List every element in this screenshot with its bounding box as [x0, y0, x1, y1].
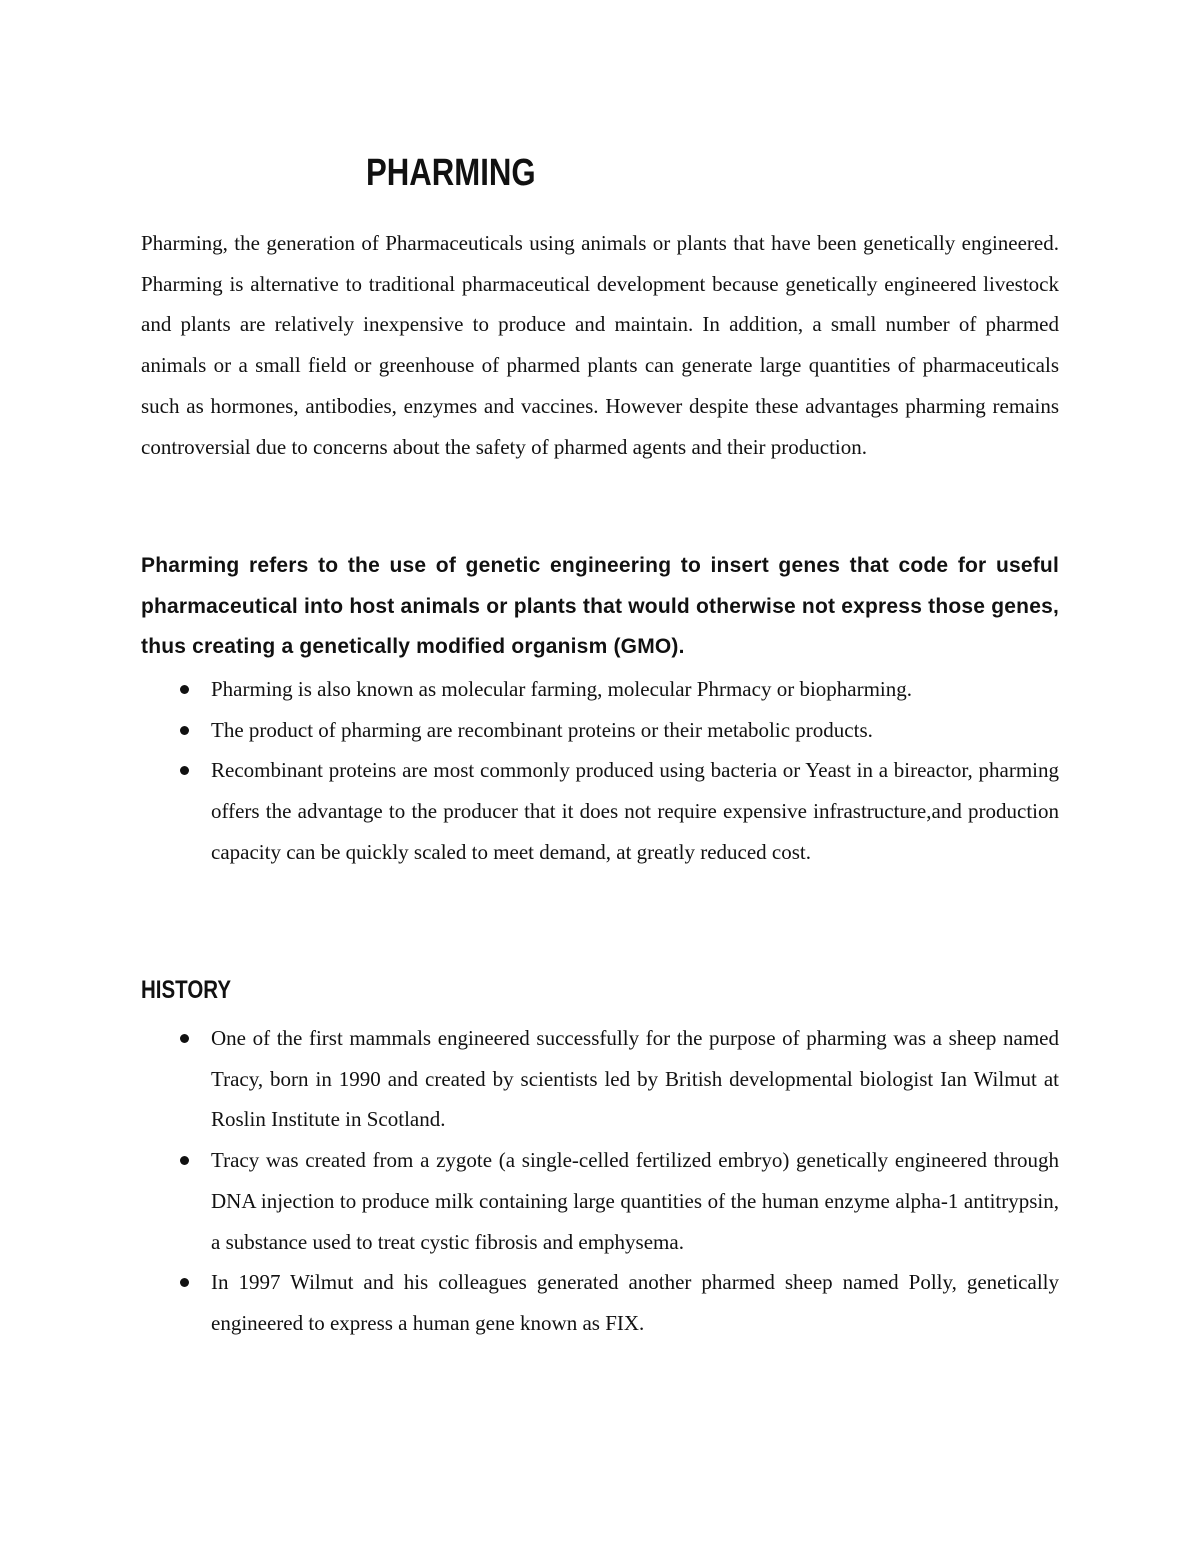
list-item-text: One of the first mammals engineered successfully for the purpose of pharming was a sheep named Tracy, born in 1990 and created by scientists led by British developmental biologist Ian Wilmut at Roslin Institute in Scotland.: [211, 1026, 1059, 1132]
list-item-text: The product of pharming are recombinant proteins or their metabolic products.: [211, 717, 873, 742]
bullet-dot-icon: [180, 766, 189, 775]
history-heading: HISTORY: [141, 976, 231, 1004]
list-item: [141, 710, 1059, 751]
list-item-text: Tracy was created from a zygote (a single-celled fertilized embryo) genetically engineered through DNA injection to produce milk containing large quantities of the human enzyme alpha-1 antitrypsin, a substance used to treat cystic fibrosis and emphysema.: [211, 1148, 1059, 1254]
bullet-dot-icon: [180, 1278, 189, 1287]
bullet-dot-icon: [180, 1156, 189, 1165]
bullet-dot-icon: [180, 685, 189, 694]
list-item: [141, 1140, 1059, 1262]
page-title: PHARMING: [366, 152, 536, 194]
list-item-text: In 1997 Wilmut and his colleagues generated another pharmed sheep named Polly, genetically engineered to express a human gene known as FIX.: [211, 1270, 1059, 1335]
bullet-dot-icon: [180, 1034, 189, 1043]
list-item: [141, 669, 1059, 710]
definition-paragraph: Pharming refers to the use of genetic engineering to insert genes that code for useful pharmaceutical into host animals or plants that would otherwise not express those genes, thus creating a genetically modified organism (GMO).: [141, 554, 1059, 659]
list-item-text: Recombinant proteins are most commonly produced using bacteria or Yeast in a bireactor, pharming offers the advantage to the producer that it does not require expensive infrastructure,and production capacity can be quickly scaled to meet demand, at greatly reduced cost.: [211, 758, 1059, 864]
intro-paragraph: Pharming, the generation of Pharmaceuticals using animals or plants that have been genetically engineered. Pharming is alternative to traditional pharmaceutical development because genetically engineered livestock and plants are relatively inexpensive to produce and maintain. In addition, a small number of pharmed animals or a small field or greenhouse of pharmed plants can generate large quantities of pharmaceuticals such as hormones, antibodies, enzymes and vaccines. However despite these advantages pharming remains controversial due to concerns about the safety of pharmed agents and their production.: [141, 231, 1059, 459]
list-item: [141, 750, 1059, 872]
bullet-dot-icon: [180, 726, 189, 735]
list-item: [141, 1018, 1059, 1140]
list-item-text: Pharming is also known as molecular farming, molecular Phrmacy or biopharming.: [211, 677, 913, 701]
list-item: [141, 1262, 1059, 1343]
history-bullet-list: [141, 1018, 1059, 1344]
definition-bullet-list: [141, 669, 1059, 873]
